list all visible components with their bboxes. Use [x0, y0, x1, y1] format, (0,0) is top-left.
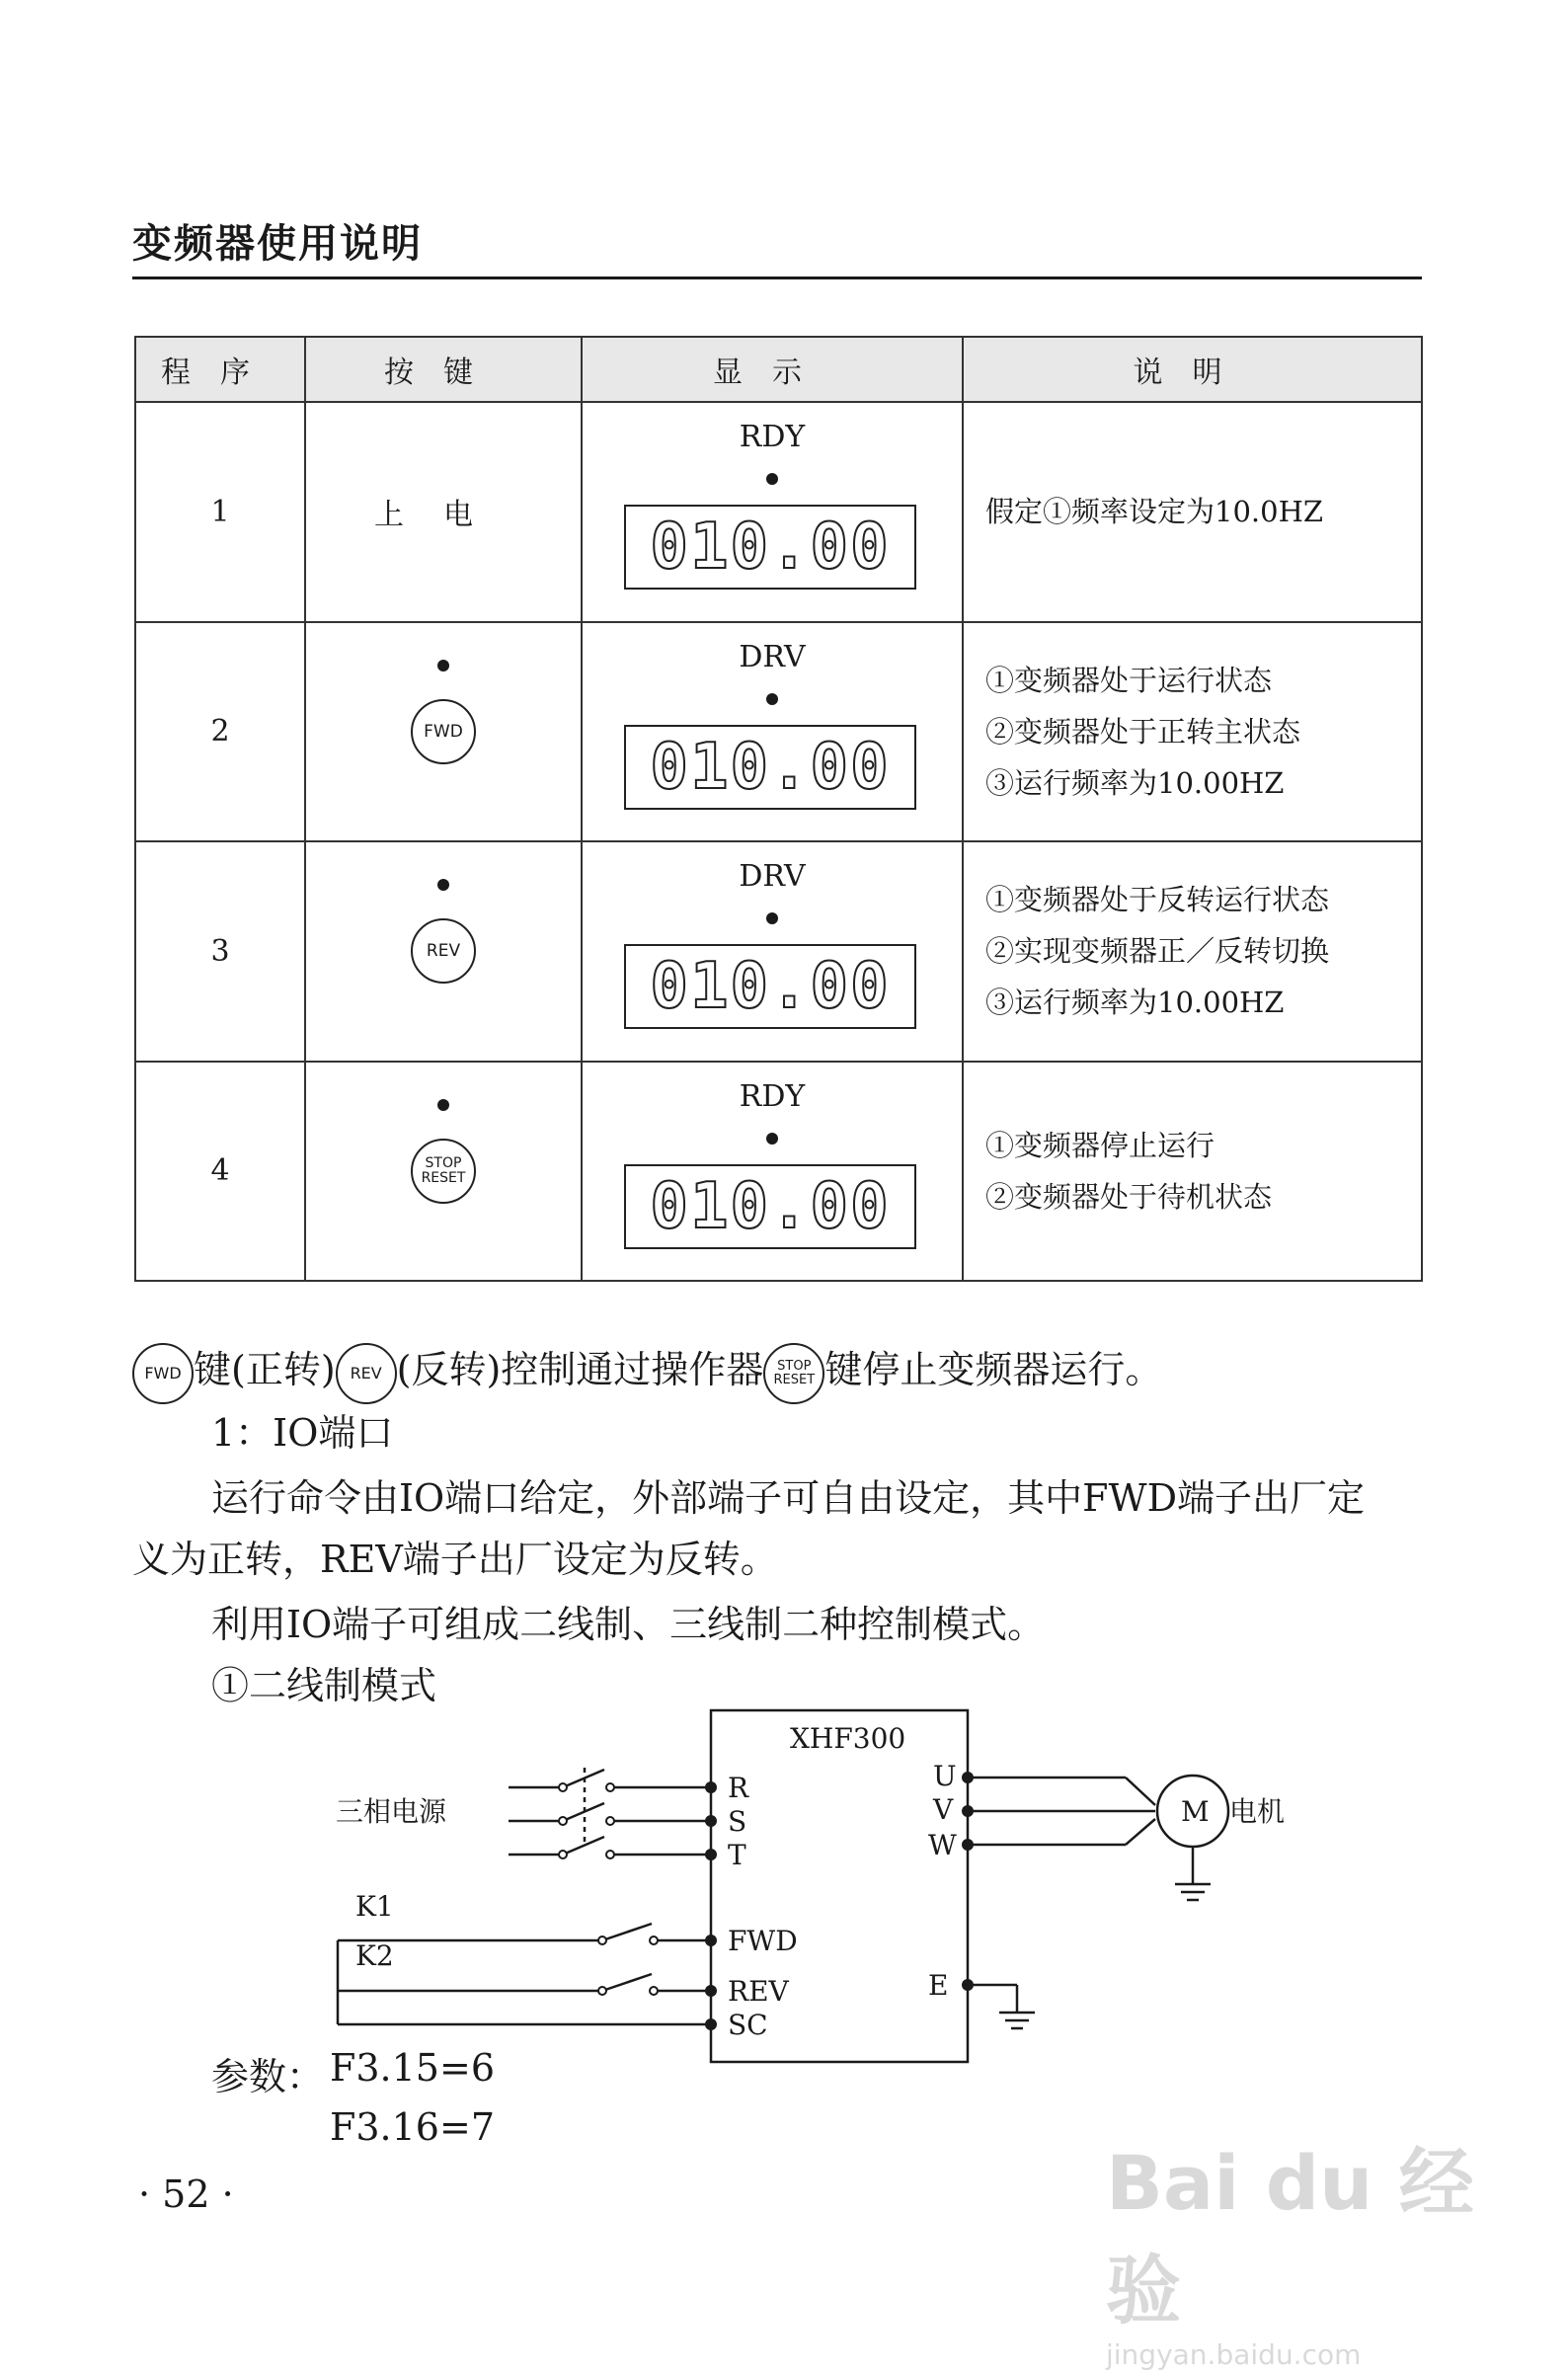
terminal-r-label: R: [728, 1772, 749, 1804]
table-row: [135, 622, 1422, 842]
stop-key-label: STOP: [425, 1154, 462, 1171]
table-row: [135, 402, 1422, 622]
rev-key-icon: REV: [336, 1343, 397, 1404]
power-source-label: 三相电源: [336, 1795, 447, 1828]
fwd-key-icon: FWD: [132, 1343, 194, 1404]
baidu-jingyan-watermark: [1106, 2123, 1501, 2371]
description-cell: [963, 1062, 1422, 1282]
table-row: [135, 1062, 1422, 1282]
key-cell: [305, 622, 582, 842]
two-wire-wiring-diagram: [336, 1699, 1323, 2074]
watermark-url: jingyan.baidu.com: [1106, 2338, 1362, 2371]
description-line: ②变频器处于待机状态: [985, 1179, 1273, 1214]
params-label: 参数：: [211, 2055, 325, 2098]
switch-k2-label: K2: [355, 1939, 394, 1972]
key-indicator-dot: [437, 660, 449, 672]
key-indicator-dot: [437, 1099, 449, 1111]
table-header-row: [135, 337, 1422, 402]
operation-steps-table: [134, 336, 1423, 1282]
display-cell: [582, 402, 963, 622]
paragraph-line: 运行命令由IO端口给定，外部端子可自由设定，其中FWD端子出厂定: [211, 1476, 1366, 1520]
terminal-s-label: S: [728, 1805, 747, 1838]
paragraph-line: 义为正转，REV端子出厂设定为反转。: [132, 1538, 778, 1581]
key-usage-text-1: 键(正转): [194, 1348, 336, 1391]
reset-key-label: RESET: [773, 1372, 816, 1387]
description-line: 假定①频率设定为10.0HZ: [985, 495, 1324, 529]
page-header-title: 变频器使用说明: [132, 221, 423, 267]
inverter-model-label: XHF300: [790, 1722, 906, 1755]
terminal-sc-label: SC: [728, 2009, 768, 2041]
description-line: ①变频器处于反转运行状态: [985, 883, 1330, 917]
param-line: F3.15=6: [330, 2046, 495, 2090]
table-row: [135, 841, 1422, 1062]
description-cell: [963, 402, 1422, 622]
terminal-rev-label: REV: [728, 1975, 789, 2008]
terminal-e-label: E: [928, 1969, 949, 2002]
key-usage-text-3: 键停止变频器运行。: [824, 1348, 1163, 1391]
motor-label: 电机: [1229, 1795, 1286, 1828]
terminal-v-label: V: [933, 1793, 954, 1826]
lcd-display: 010.00: [624, 725, 916, 810]
description-line: ②变频器处于正转主状态: [985, 714, 1301, 749]
column-header-key: 按键: [305, 337, 582, 402]
terminal-fwd-label: FWD: [728, 1925, 798, 1957]
display-status-label: RDY: [739, 420, 806, 455]
reset-key-label: RESET: [421, 1169, 466, 1186]
page-number: · 52 ·: [138, 2173, 234, 2216]
column-header-description: 说明: [963, 337, 1422, 402]
switch-k1-label: K1: [355, 1890, 394, 1923]
step-number: 4: [135, 1062, 305, 1282]
mode-heading: ①二线制模式: [211, 1664, 437, 1707]
fwd-key-icon: FWD: [411, 699, 476, 764]
display-status-label: DRV: [739, 859, 806, 895]
terminal-u-label: U: [933, 1760, 957, 1792]
section-heading: 1：IO端口: [211, 1411, 394, 1455]
paragraph-line: 利用IO端子可组成二线制、三线制二种控制模式。: [211, 1603, 1046, 1646]
lcd-display: 010.00: [624, 505, 916, 590]
key-usage-text-2: (反转)控制通过操作器: [396, 1348, 764, 1391]
description-line: ②实现变频器正／反转切换: [985, 934, 1330, 969]
watermark-logo-text: Bai du 经验: [1106, 2139, 1474, 2334]
stop-key-label: STOP: [777, 1358, 812, 1374]
rev-key-icon: REV: [411, 918, 476, 984]
description-line: ①变频器停止运行: [985, 1128, 1215, 1162]
terminal-t-label: T: [728, 1839, 746, 1871]
key-usage-sentence: [132, 1339, 1162, 1404]
status-indicator-dot: [766, 473, 778, 485]
description-cell: [963, 622, 1422, 842]
param-line: F3.16=7: [330, 2105, 495, 2149]
display-cell: [582, 622, 963, 842]
status-indicator-dot: [766, 912, 778, 924]
lcd-display: 010.00: [624, 1164, 916, 1249]
terminal-w-label: W: [928, 1829, 957, 1861]
column-header-step: 程序: [135, 337, 305, 402]
description-cell: [963, 841, 1422, 1062]
stop-reset-key-icon: [411, 1139, 476, 1204]
key-cell: [305, 841, 582, 1062]
header-rule: [132, 277, 1422, 279]
description-line: ③运行频率为10.00HZ: [985, 986, 1285, 1020]
key-indicator-dot: [437, 879, 449, 891]
description-line: ③运行频率为10.00HZ: [985, 765, 1285, 800]
display-status-label: DRV: [739, 639, 806, 674]
display-cell: [582, 841, 963, 1062]
stop-reset-key-icon: [763, 1343, 824, 1404]
step-number: 1: [135, 402, 305, 622]
motor-symbol-label: M: [1181, 1795, 1210, 1828]
step-number: 3: [135, 841, 305, 1062]
display-cell: [582, 1062, 963, 1282]
description-line: ①变频器处于运行状态: [985, 663, 1273, 697]
key-text-power-on: 上电: [305, 402, 582, 622]
key-cell: [305, 1062, 582, 1282]
display-status-label: RDY: [739, 1078, 806, 1114]
status-indicator-dot: [766, 693, 778, 705]
step-number: 2: [135, 622, 305, 842]
status-indicator-dot: [766, 1133, 778, 1145]
column-header-display: 显示: [582, 337, 963, 402]
lcd-display: 010.00: [624, 944, 916, 1029]
